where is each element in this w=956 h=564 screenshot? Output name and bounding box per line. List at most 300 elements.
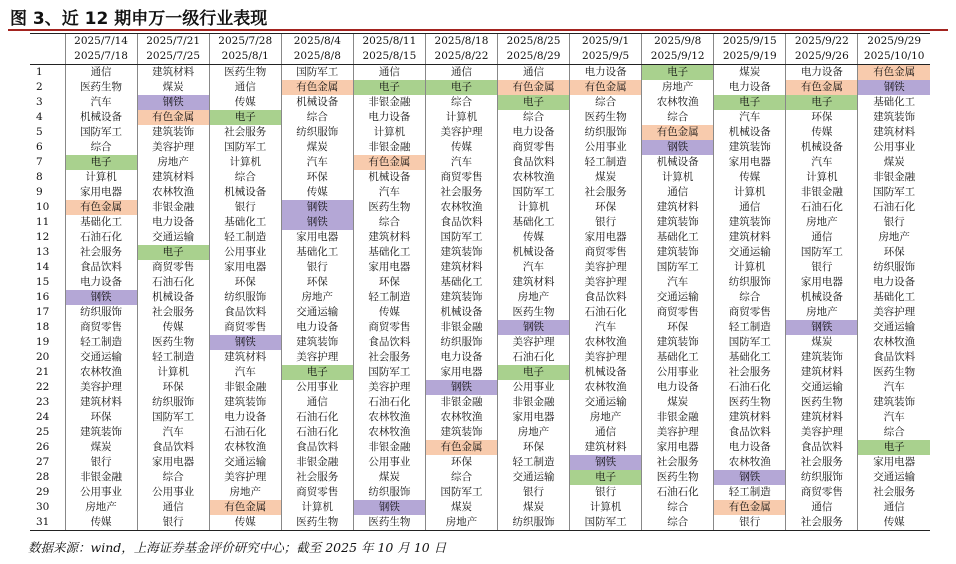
industry-cell: 轻工制造: [65, 335, 137, 350]
industry-cell: 环保: [137, 380, 209, 395]
industry-cell: 轻工制造: [137, 350, 209, 365]
industry-cell: 建筑材料: [353, 230, 425, 245]
industry-cell: 建筑装饰: [858, 110, 930, 125]
industry-cell: 美容护理: [570, 260, 642, 275]
highlighted-industry-cell: 钢铁: [353, 500, 425, 515]
industry-cell: 社会服务: [353, 350, 425, 365]
industry-cell: 交通运输: [281, 305, 353, 320]
highlighted-industry-cell: 有色金属: [858, 65, 930, 81]
industry-cell: 医药生物: [642, 470, 714, 485]
industry-cell: 石油石化: [714, 380, 786, 395]
industry-cell: 轻工制造: [209, 230, 281, 245]
period-end-date: 2025/7/18: [65, 49, 137, 65]
rank-cell: 11: [36, 216, 50, 228]
table-row: [30, 200, 930, 215]
rank-cell: 7: [36, 156, 43, 168]
industry-cell: 机械设备: [714, 125, 786, 140]
industry-cell: 交通运输: [209, 455, 281, 470]
industry-cell: 环保: [786, 110, 858, 125]
industry-cell: 公用事业: [353, 455, 425, 470]
highlighted-industry-cell: 有色金属: [714, 500, 786, 515]
industry-cell: 国防军工: [425, 485, 497, 500]
rank-cell: 2: [36, 81, 43, 93]
industry-cell: 传媒: [281, 185, 353, 200]
industry-cell: 建筑装饰: [858, 395, 930, 410]
table-header: [30, 34, 930, 65]
industry-cell: 建筑装饰: [786, 350, 858, 365]
industry-cell: 美容护理: [498, 335, 570, 350]
rank-cell: 5: [36, 126, 43, 138]
highlighted-industry-cell: 有色金属: [281, 80, 353, 95]
table-row: [30, 170, 930, 185]
industry-cell: 综合: [281, 110, 353, 125]
industry-cell: 银行: [498, 485, 570, 500]
period-end-date: 2025/9/19: [714, 49, 786, 65]
industry-cell: 公用事业: [570, 140, 642, 155]
industry-cell: 商贸零售: [642, 305, 714, 320]
industry-cell: 汽车: [498, 260, 570, 275]
industry-cell: 机械设备: [498, 245, 570, 260]
industry-cell: 社会服务: [786, 455, 858, 470]
industry-cell: 纺织服饰: [570, 125, 642, 140]
industry-cell: 商贸零售: [498, 140, 570, 155]
period-start-date: 2025/9/8: [642, 34, 714, 50]
industry-cell: 建筑材料: [498, 275, 570, 290]
industry-cell: 食品饮料: [425, 215, 497, 230]
industry-cell: 国防军工: [642, 260, 714, 275]
period-start-date: 2025/9/22: [786, 34, 858, 50]
table-row: [30, 395, 930, 410]
industry-cell: 公用事业: [858, 140, 930, 155]
industry-cell: 银行: [281, 260, 353, 275]
industry-cell: 房地产: [570, 410, 642, 425]
industry-cell: 综合: [425, 95, 497, 110]
industry-cell: 国防军工: [425, 230, 497, 245]
industry-cell: 传媒: [858, 515, 930, 531]
table-row: [30, 245, 930, 260]
highlighted-industry-cell: 有色金属: [353, 155, 425, 170]
industry-cell: 银行: [570, 485, 642, 500]
industry-cell: 电力设备: [714, 440, 786, 455]
industry-cell: 电力设备: [858, 275, 930, 290]
industry-cell: 美容护理: [65, 380, 137, 395]
industry-cell: 国防军工: [281, 65, 353, 81]
industry-cell: 纺织服饰: [137, 395, 209, 410]
industry-cell: 食品饮料: [281, 440, 353, 455]
industry-cell: 建筑材料: [858, 125, 930, 140]
industry-cell: 石油石化: [353, 395, 425, 410]
industry-cell: 电力设备: [137, 215, 209, 230]
industry-cell: 房地产: [786, 305, 858, 320]
industry-cell: 食品饮料: [353, 335, 425, 350]
industry-cell: 房地产: [425, 515, 497, 531]
industry-cell: 机械设备: [642, 155, 714, 170]
highlighted-industry-cell: 有色金属: [65, 200, 137, 215]
industry-cell: 石油石化: [65, 230, 137, 245]
industry-cell: 食品饮料: [65, 260, 137, 275]
industry-cell: 家用电器: [137, 455, 209, 470]
highlighted-industry-cell: 有色金属: [642, 125, 714, 140]
industry-cell: 电力设备: [642, 380, 714, 395]
industry-cell: 建筑材料: [209, 350, 281, 365]
industry-cell: 社会服务: [137, 305, 209, 320]
table-row: [30, 185, 930, 200]
industry-cell: 商贸零售: [65, 320, 137, 335]
industry-cell: 非银金融: [498, 395, 570, 410]
industry-cell: 综合: [858, 425, 930, 440]
industry-cell: 交通运输: [137, 230, 209, 245]
industry-cell: 基础化工: [425, 275, 497, 290]
industry-cell: 交通运输: [498, 470, 570, 485]
industry-cell: 建筑装饰: [281, 335, 353, 350]
industry-cell: 国防军工: [137, 410, 209, 425]
industry-cell: 纺织服饰: [425, 335, 497, 350]
industry-cell: 综合: [642, 500, 714, 515]
industry-cell: 农林牧渔: [714, 455, 786, 470]
industry-cell: 美容护理: [570, 350, 642, 365]
industry-cell: 社会服务: [714, 365, 786, 380]
period-end-date: 2025/7/25: [137, 49, 209, 65]
industry-cell: 非银金融: [353, 440, 425, 455]
industry-cell: 传媒: [498, 230, 570, 245]
header-row-start-dates: [30, 34, 930, 50]
industry-cell: 交通运输: [65, 350, 137, 365]
industry-cell: 非银金融: [137, 200, 209, 215]
industry-cell: 通信: [858, 500, 930, 515]
rank-cell: 22: [36, 381, 50, 393]
rank-cell: 12: [36, 231, 50, 243]
highlighted-industry-cell: 钢铁: [714, 470, 786, 485]
industry-cell: 汽车: [65, 95, 137, 110]
industry-cell: 通信: [281, 395, 353, 410]
industry-cell: 基础化工: [353, 245, 425, 260]
rank-cell: 19: [36, 336, 50, 348]
rank-cell: 16: [36, 291, 50, 303]
industry-cell: 社会服务: [642, 455, 714, 470]
period-start-date: 2025/9/29: [858, 34, 930, 50]
rank-cell: 27: [36, 456, 50, 468]
industry-cell: 电力设备: [714, 80, 786, 95]
industry-cell: 机械设备: [209, 185, 281, 200]
industry-cell: 建筑材料: [425, 260, 497, 275]
highlighted-industry-cell: 电子: [786, 95, 858, 110]
industry-cell: 煤炭: [714, 65, 786, 81]
industry-cell: 汽车: [786, 155, 858, 170]
industry-cell: 家用电器: [353, 260, 425, 275]
industry-cell: 家用电器: [570, 230, 642, 245]
period-start-date: 2025/9/1: [570, 34, 642, 50]
industry-cell: 汽车: [714, 110, 786, 125]
table-row: [30, 455, 930, 470]
industry-cell: 家用电器: [498, 410, 570, 425]
industry-cell: 环保: [281, 170, 353, 185]
industry-cell: 非银金融: [281, 455, 353, 470]
industry-cell: 非银金融: [353, 95, 425, 110]
industry-cell: 基础化工: [498, 215, 570, 230]
industry-cell: 建筑材料: [137, 170, 209, 185]
industry-cell: 煤炭: [281, 140, 353, 155]
table-row: [30, 65, 930, 81]
industry-cell: 计算机: [281, 500, 353, 515]
table-row: [30, 155, 930, 170]
period-start-date: 2025/8/4: [281, 34, 353, 50]
industry-cell: 建筑装饰: [714, 215, 786, 230]
industry-cell: 非银金融: [642, 410, 714, 425]
highlighted-industry-cell: 钢铁: [281, 215, 353, 230]
industry-cell: 综合: [425, 470, 497, 485]
industry-cell: 非银金融: [209, 380, 281, 395]
industry-cell: 纺织服饰: [498, 515, 570, 531]
industry-cell: 商贸零售: [209, 320, 281, 335]
industry-cell: 通信: [714, 200, 786, 215]
highlighted-industry-cell: 电子: [570, 470, 642, 485]
industry-cell: 建筑装饰: [137, 125, 209, 140]
highlighted-industry-cell: 钢铁: [642, 140, 714, 155]
industry-cell: 计算机: [714, 185, 786, 200]
industry-cell: 石油石化: [281, 410, 353, 425]
industry-cell: 机械设备: [353, 170, 425, 185]
table-row: [30, 215, 930, 230]
industry-cell: 食品饮料: [209, 305, 281, 320]
industry-cell: 银行: [65, 455, 137, 470]
industry-cell: 银行: [786, 260, 858, 275]
industry-cell: 通信: [425, 65, 497, 81]
industry-cell: 环保: [281, 275, 353, 290]
period-end-date: 2025/8/1: [209, 49, 281, 65]
industry-cell: 农林牧渔: [65, 365, 137, 380]
industry-ranking-table-container: [30, 33, 950, 534]
industry-cell: 煤炭: [570, 170, 642, 185]
table-row: [30, 260, 930, 275]
table-row: [30, 290, 930, 305]
period-start-date: 2025/7/14: [65, 34, 137, 50]
industry-cell: 通信: [209, 80, 281, 95]
industry-cell: 家用电器: [642, 440, 714, 455]
rank-cell: 17: [36, 306, 50, 318]
rank-cell: 23: [36, 396, 50, 408]
industry-cell: 电力设备: [209, 410, 281, 425]
industry-cell: 房地产: [498, 290, 570, 305]
highlighted-industry-cell: 钢铁: [137, 95, 209, 110]
industry-cell: 电力设备: [425, 350, 497, 365]
industry-cell: 综合: [642, 110, 714, 125]
industry-cell: 建筑材料: [570, 440, 642, 455]
industry-cell: 社会服务: [786, 515, 858, 531]
period-end-date: 2025/8/8: [281, 49, 353, 65]
industry-cell: 医药生物: [570, 110, 642, 125]
industry-cell: 建筑材料: [65, 395, 137, 410]
industry-cell: 基础化工: [209, 215, 281, 230]
table-row: [30, 275, 930, 290]
industry-cell: 建筑装饰: [714, 140, 786, 155]
rank-cell: 18: [36, 321, 50, 333]
industry-cell: 医药生物: [65, 80, 137, 95]
period-end-date: 2025/10/10: [858, 49, 930, 65]
rank-cell: 20: [36, 351, 50, 363]
industry-cell: 食品饮料: [498, 155, 570, 170]
table-row: [30, 515, 930, 531]
industry-cell: 轻工制造: [498, 455, 570, 470]
industry-cell: 计算机: [137, 365, 209, 380]
industry-cell: 计算机: [209, 155, 281, 170]
industry-cell: 医药生物: [281, 515, 353, 531]
industry-cell: 家用电器: [65, 185, 137, 200]
industry-cell: 汽车: [858, 410, 930, 425]
industry-cell: 综合: [65, 140, 137, 155]
period-end-date: 2025/9/5: [570, 49, 642, 65]
industry-cell: 交通运输: [858, 470, 930, 485]
rank-cell: 8: [36, 171, 43, 183]
industry-cell: 银行: [858, 215, 930, 230]
period-start-date: 2025/8/11: [353, 34, 425, 50]
header-corner: [30, 49, 65, 65]
industry-cell: 机械设备: [65, 110, 137, 125]
industry-cell: 传媒: [786, 125, 858, 140]
industry-cell: 公用事业: [642, 365, 714, 380]
industry-cell: 美容护理: [137, 140, 209, 155]
industry-cell: 商贸零售: [281, 485, 353, 500]
highlighted-industry-cell: 有色金属: [425, 440, 497, 455]
table-row: [30, 470, 930, 485]
industry-cell: 机械设备: [425, 305, 497, 320]
table-row: [30, 335, 930, 350]
rank-cell: 3: [36, 96, 43, 108]
industry-cell: 建筑材料: [786, 365, 858, 380]
industry-cell: 汽车: [209, 365, 281, 380]
table-row: [30, 125, 930, 140]
industry-cell: 轻工制造: [714, 320, 786, 335]
industry-cell: 食品饮料: [786, 440, 858, 455]
industry-cell: 农林牧渔: [137, 185, 209, 200]
industry-cell: 家用电器: [858, 455, 930, 470]
header-row-end-dates: [30, 49, 930, 65]
industry-cell: 交通运输: [786, 380, 858, 395]
industry-cell: 石油石化: [786, 200, 858, 215]
industry-cell: 家用电器: [714, 155, 786, 170]
industry-cell: 煤炭: [425, 500, 497, 515]
industry-cell: 商贸零售: [353, 320, 425, 335]
industry-cell: 基础化工: [642, 230, 714, 245]
industry-cell: 建筑材料: [786, 410, 858, 425]
industry-cell: 综合: [137, 470, 209, 485]
industry-cell: 非银金融: [425, 395, 497, 410]
industry-cell: 房地产: [858, 230, 930, 245]
rank-cell: 13: [36, 246, 50, 258]
industry-cell: 基础化工: [65, 215, 137, 230]
industry-cell: 纺织服饰: [353, 485, 425, 500]
rank-cell: 14: [36, 261, 50, 273]
industry-cell: 传媒: [65, 515, 137, 531]
industry-cell: 建筑材料: [137, 65, 209, 81]
industry-cell: 汽车: [425, 155, 497, 170]
industry-cell: 纺织服饰: [858, 260, 930, 275]
industry-cell: 环保: [209, 275, 281, 290]
table-row: [30, 305, 930, 320]
rank-cell: 10: [36, 201, 50, 213]
industry-cell: 银行: [209, 200, 281, 215]
highlighted-industry-cell: 电子: [858, 440, 930, 455]
industry-cell: 房地产: [65, 500, 137, 515]
industry-cell: 石油石化: [281, 425, 353, 440]
industry-cell: 医药生物: [353, 200, 425, 215]
industry-cell: 农林牧渔: [642, 95, 714, 110]
industry-cell: 综合: [353, 215, 425, 230]
industry-cell: 煤炭: [858, 155, 930, 170]
industry-cell: 农林牧渔: [209, 440, 281, 455]
industry-cell: 计算机: [570, 500, 642, 515]
industry-cell: 食品饮料: [137, 440, 209, 455]
industry-cell: 基础化工: [858, 290, 930, 305]
rank-cell: 1: [36, 66, 43, 78]
industry-cell: 非银金融: [858, 170, 930, 185]
header-corner: [30, 34, 65, 50]
industry-cell: 社会服务: [425, 185, 497, 200]
industry-ranking-table: [30, 33, 930, 531]
industry-cell: 国防军工: [858, 185, 930, 200]
industry-cell: 食品饮料: [858, 350, 930, 365]
highlighted-industry-cell: 钢铁: [786, 320, 858, 335]
industry-cell: 计算机: [642, 170, 714, 185]
industry-cell: 公用事业: [137, 485, 209, 500]
period-start-date: 2025/9/15: [714, 34, 786, 50]
industry-cell: 环保: [425, 455, 497, 470]
industry-cell: 非银金融: [65, 470, 137, 485]
industry-cell: 社会服务: [209, 125, 281, 140]
title-underline: [8, 29, 948, 31]
period-end-date: 2025/9/26: [786, 49, 858, 65]
industry-cell: 公用事业: [65, 485, 137, 500]
table-row: [30, 365, 930, 380]
industry-cell: 非银金融: [425, 320, 497, 335]
table-row: [30, 410, 930, 425]
table-row: [30, 380, 930, 395]
period-start-date: 2025/7/21: [137, 34, 209, 50]
industry-cell: 公用事业: [498, 380, 570, 395]
highlighted-industry-cell: 钢铁: [281, 200, 353, 215]
industry-cell: 美容护理: [209, 470, 281, 485]
industry-cell: 纺织服饰: [714, 275, 786, 290]
highlighted-industry-cell: 电子: [209, 110, 281, 125]
industry-cell: 农林牧渔: [858, 335, 930, 350]
industry-cell: 建筑装饰: [642, 215, 714, 230]
rank-cell: 25: [36, 426, 50, 438]
industry-cell: 家用电器: [281, 230, 353, 245]
industry-cell: 医药生物: [786, 395, 858, 410]
industry-cell: 煤炭: [642, 395, 714, 410]
industry-cell: 食品饮料: [714, 425, 786, 440]
table-row: [30, 485, 930, 500]
industry-cell: 公用事业: [209, 245, 281, 260]
industry-cell: 国防军工: [353, 365, 425, 380]
industry-cell: 基础化工: [858, 95, 930, 110]
industry-cell: 石油石化: [137, 275, 209, 290]
industry-cell: 环保: [642, 320, 714, 335]
industry-cell: 美容护理: [642, 425, 714, 440]
industry-cell: 机械设备: [786, 140, 858, 155]
rank-cell: 6: [36, 141, 43, 153]
industry-cell: 商贸零售: [786, 485, 858, 500]
industry-cell: 医药生物: [137, 335, 209, 350]
industry-cell: 房地产: [786, 215, 858, 230]
highlighted-industry-cell: 有色金属: [209, 500, 281, 515]
industry-cell: 交通运输: [570, 395, 642, 410]
industry-cell: 美容护理: [281, 350, 353, 365]
table-row: [30, 140, 930, 155]
highlighted-industry-cell: 钢铁: [425, 380, 497, 395]
industry-cell: 美容护理: [858, 305, 930, 320]
industry-cell: 机械设备: [786, 290, 858, 305]
industry-cell: 石油石化: [642, 485, 714, 500]
